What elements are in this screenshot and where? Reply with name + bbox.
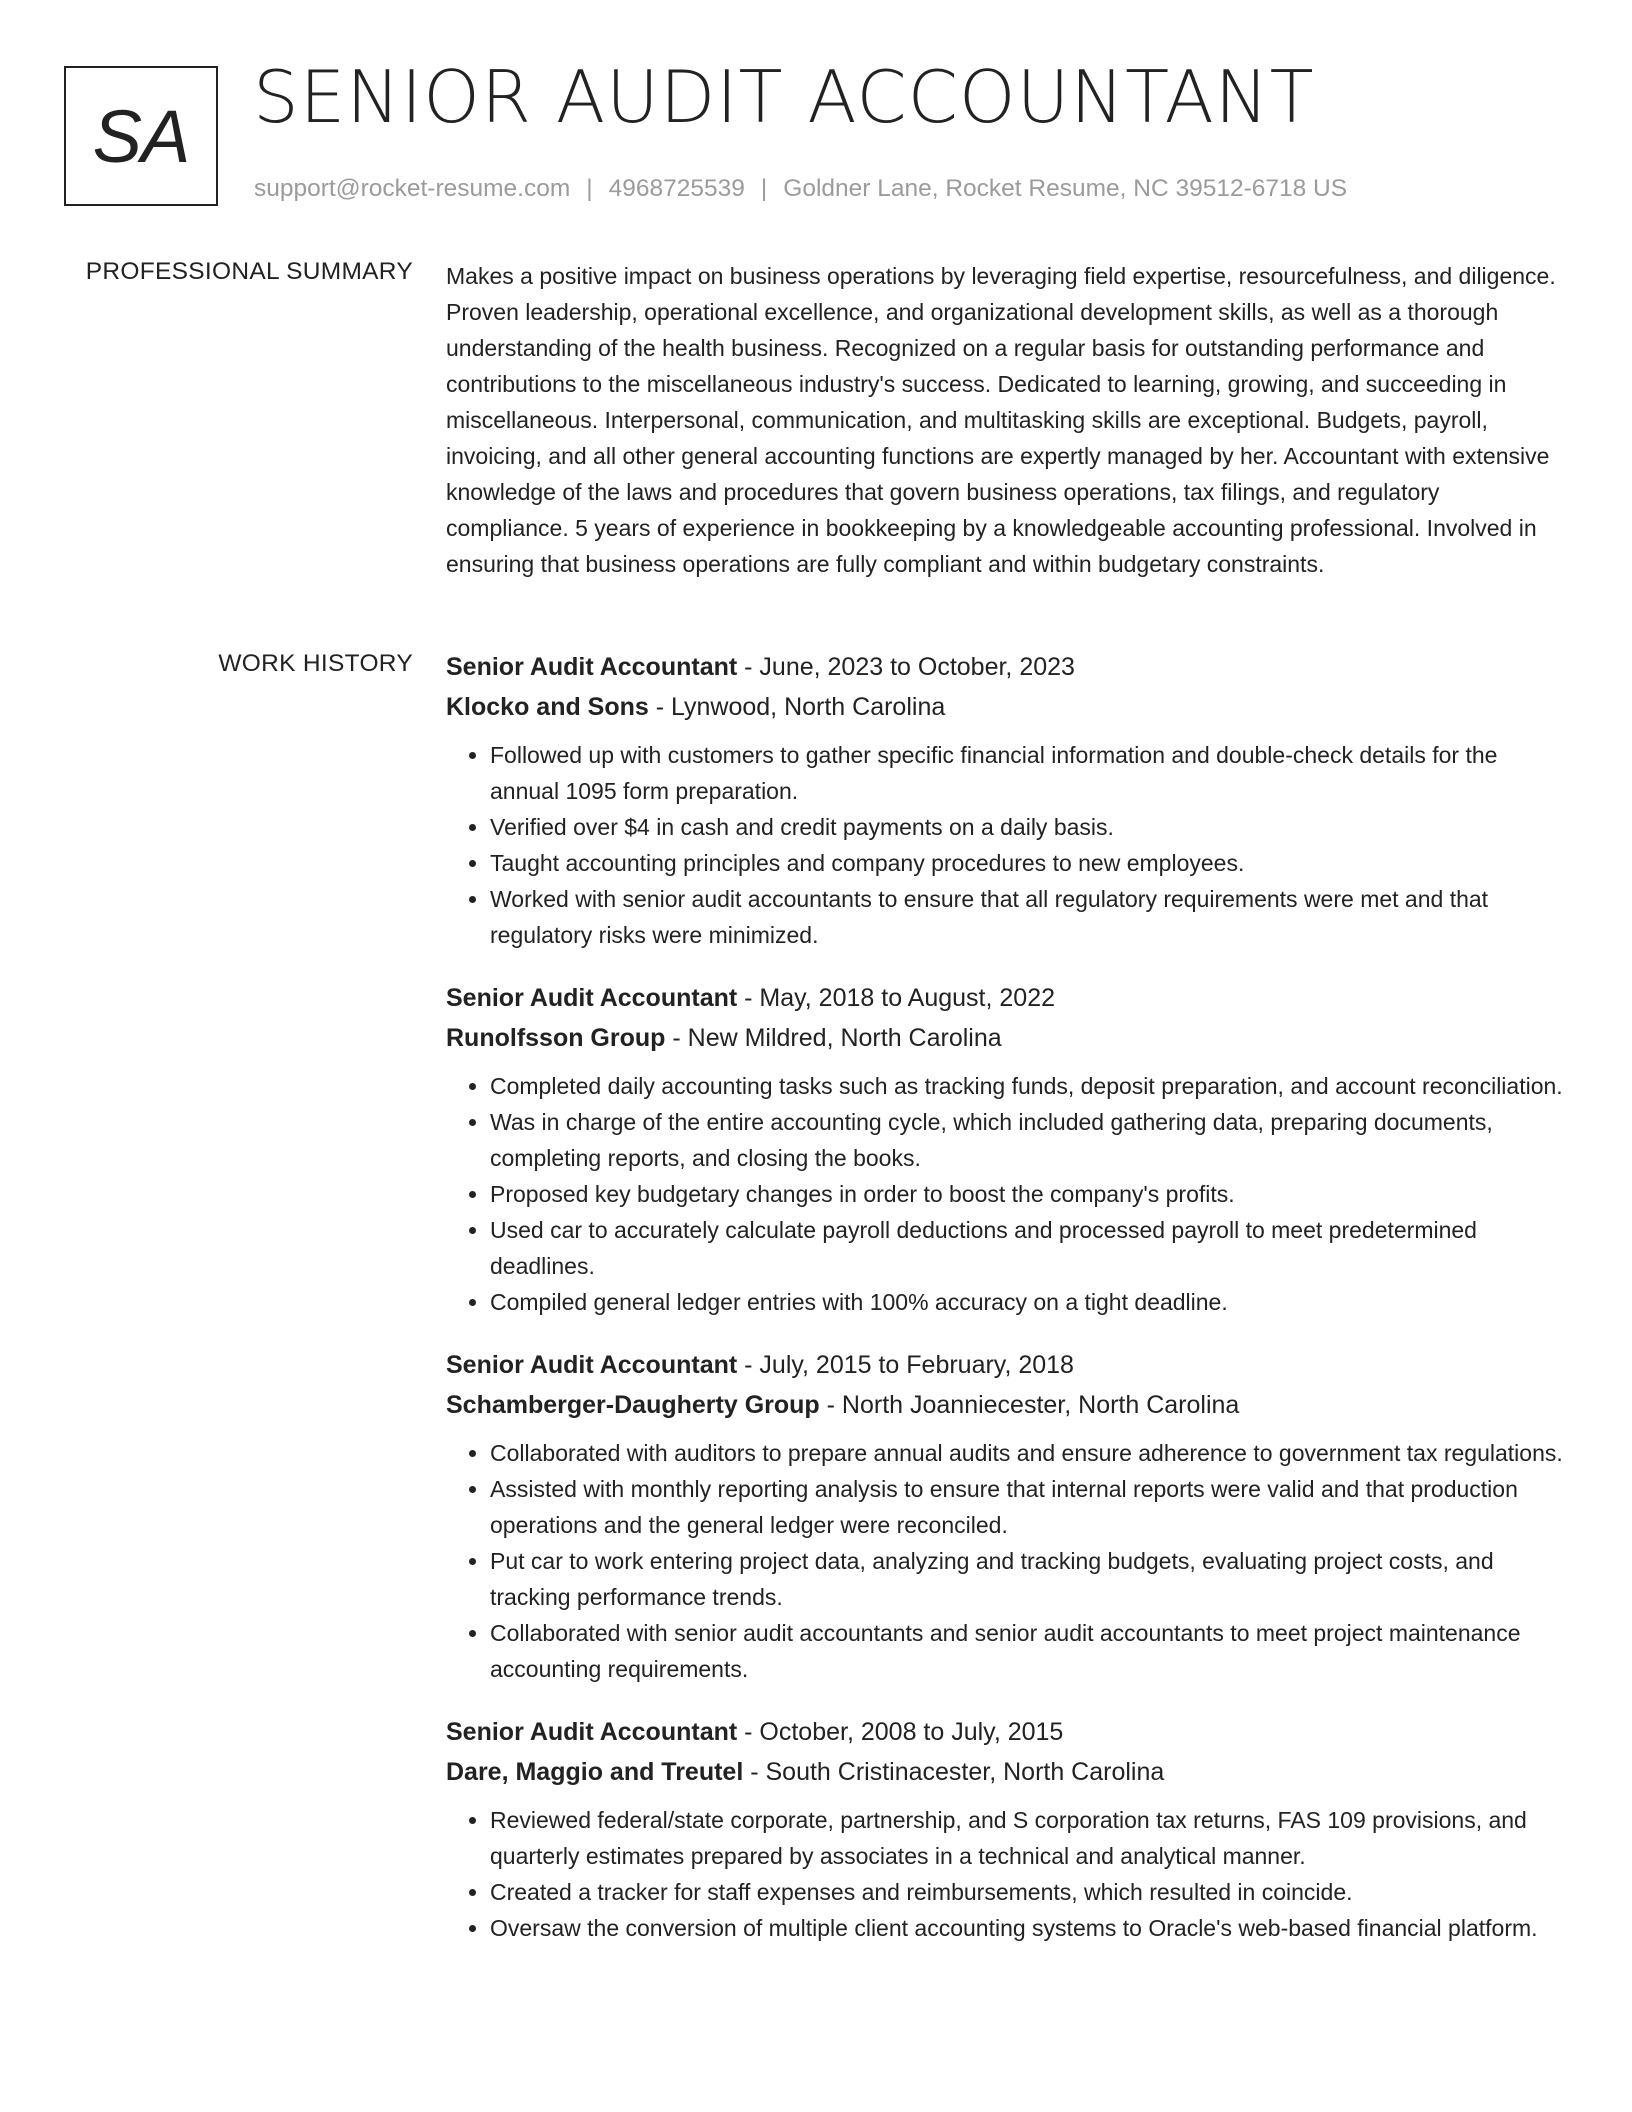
job-company: Schamberger-Daugherty Group xyxy=(446,1390,820,1419)
contact-line xyxy=(254,173,1347,205)
job-bullet: • Proposed key budgetary changes in order to boost the company's profits. xyxy=(490,1176,1568,1212)
job-company: Runolfsson Group xyxy=(446,1023,666,1052)
job-dates: - June, 2023 to October, 2023 xyxy=(737,653,1075,681)
job-bullet: • Verified over $4 in cash and credit payments on a daily basis. xyxy=(490,809,1568,845)
job-bullet: • Used car to accurately calculate payroll deductions and processed payroll to meet predetermined deadlines. xyxy=(490,1212,1568,1284)
job-bullet: • Compiled general ledger entries with 100% accuracy on a tight deadline. xyxy=(490,1284,1568,1320)
contact-email[interactable]: support@rocket-resume.com xyxy=(254,175,571,202)
job-title-line xyxy=(446,648,1568,688)
job-location: - North Joanniecester, North Carolina xyxy=(819,1390,1240,1419)
summary-text: Makes a positive impact on business operations by leveraging field expertise, resourcefulness, and diligence. Proven leadership, operational excellence, and organizational development skills, as well as a thorough understanding of the health business. Recognized on a regular basis for outstanding performance and contributions to the miscellaneous industry's success. Dedicated to learning, growing, and succeeding in miscellaneous. Interpersonal, communication, and multitasking skills are exceptional. Budgets, payroll, invoicing, and all other general accounting functions are expertly managed by her. Accountant with extensive knowledge of the laws and procedures that govern business operations, tax filings, and regulatory compliance. 5 years of experience in bookkeeping by a knowledgeable accounting professional. Involved in ensuring that business operations are fully compliant and within budgetary constraints. xyxy=(446,263,1556,577)
job-bullet: • Created a tracker for staff expenses and reimbursements, which resulted in coincide. xyxy=(490,1874,1568,1910)
summary-section xyxy=(446,258,1568,582)
job-title-line xyxy=(446,1713,1568,1753)
job-title-line xyxy=(446,1346,1568,1386)
summary-heading: PROFESSIONAL SUMMARY xyxy=(85,258,413,285)
job-entry xyxy=(446,1346,1568,1687)
job-bullet: • Followed up with customers to gather specific financial information and double-check details for the annual 1095 form preparation. xyxy=(490,737,1568,809)
job-company: Klocko and Sons xyxy=(446,692,649,721)
job-dates: - July, 2015 to February, 2018 xyxy=(737,1351,1074,1379)
work-history-heading: WORK HISTORY xyxy=(218,650,413,677)
job-bullet: • Reviewed federal/state corporate, partnership, and S corporation tax returns, FAS 109 provisions, and quarterly estimates prepared by associates in a technical and analytical manner. xyxy=(490,1802,1568,1874)
contact-separator: | xyxy=(760,175,768,202)
job-bullet: • Put car to work entering project data, analyzing and tracking budgets, evaluating project costs, and tracking performance trends. xyxy=(490,1543,1568,1615)
job-title: Senior Audit Accountant xyxy=(446,653,738,681)
job-location: - Lynwood, North Carolina xyxy=(648,692,946,721)
job-dates: - May, 2018 to August, 2022 xyxy=(737,984,1056,1012)
resume-title: SENIOR AUDIT ACCOUNTANT xyxy=(253,55,1315,139)
job-company-line xyxy=(446,1019,1568,1059)
job-entry xyxy=(446,648,1568,953)
job-bullets xyxy=(446,737,1568,953)
job-bullet: • Taught accounting principles and company procedures to new employees. xyxy=(490,845,1568,881)
job-location: - New Mildred, North Carolina xyxy=(665,1023,1002,1052)
job-bullet: • Collaborated with auditors to prepare annual audits and ensure adherence to government tax regulations. xyxy=(490,1435,1568,1471)
contact-address: Goldner Lane, Rocket Resume, NC 39512-6718 US xyxy=(783,175,1348,202)
job-title-line xyxy=(446,979,1568,1019)
job-title: Senior Audit Accountant xyxy=(446,984,738,1012)
job-location: - South Cristinacester, North Carolina xyxy=(743,1757,1165,1786)
job-bullet: • Collaborated with senior audit accountants and senior audit accountants to meet project maintenance accounting requirements. xyxy=(490,1615,1568,1687)
job-bullets xyxy=(446,1068,1568,1320)
job-company: Dare, Maggio and Treutel xyxy=(446,1757,744,1786)
job-title: Senior Audit Accountant xyxy=(446,1351,738,1379)
monogram-box: SA xyxy=(64,66,218,206)
job-bullets xyxy=(446,1802,1568,1946)
job-company-line xyxy=(446,1753,1568,1793)
job-bullet: • Worked with senior audit accountants to ensure that all regulatory requirements were met and that regulatory risks were minimized. xyxy=(490,881,1568,953)
job-company-line xyxy=(446,688,1568,728)
job-bullet: • Was in charge of the entire accounting cycle, which included gathering data, preparing documents, completing reports, and closing the books. xyxy=(490,1104,1568,1176)
job-dates: - October, 2008 to July, 2015 xyxy=(737,1718,1064,1746)
job-title: Senior Audit Accountant xyxy=(446,1718,738,1746)
job-bullet: • Assisted with monthly reporting analysis to ensure that internal reports were valid and that production operations and the general ledger were reconciled. xyxy=(490,1471,1568,1543)
job-bullet: • Oversaw the conversion of multiple client accounting systems to Oracle's web-based financial platform. xyxy=(490,1910,1568,1946)
job-entry xyxy=(446,979,1568,1320)
job-bullets xyxy=(446,1435,1568,1687)
contact-phone[interactable]: 4968725539 xyxy=(608,175,745,202)
job-company-line xyxy=(446,1386,1568,1426)
job-bullet: • Completed daily accounting tasks such as tracking funds, deposit preparation, and account reconciliation. xyxy=(490,1068,1568,1104)
work-history-section xyxy=(446,648,1568,1972)
contact-separator: | xyxy=(586,175,593,202)
job-entry xyxy=(446,1713,1568,1946)
